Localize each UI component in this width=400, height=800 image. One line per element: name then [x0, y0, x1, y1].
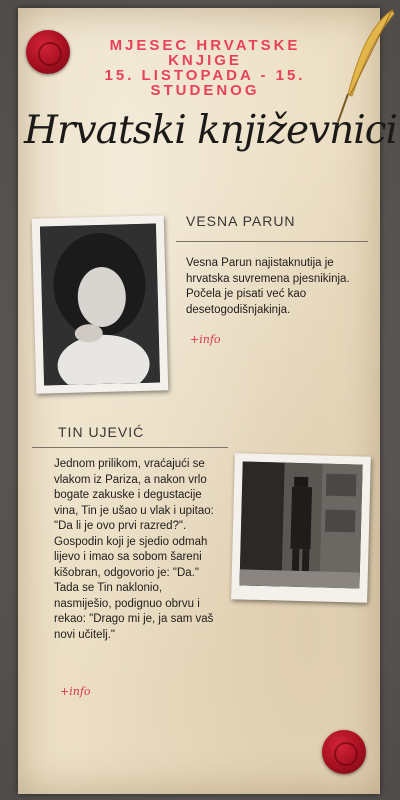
author-text-vesna: Vesna Parun najistaknutija je hrvatska suvremena pjesnikinja. Počela je pisati već kao desetogodišnjakinja.	[186, 257, 350, 316]
photo-image	[239, 461, 362, 588]
heading-line-3: 15. LISTOPADA - 15.	[104, 67, 306, 84]
author-photo-vesna	[32, 215, 169, 393]
event-heading	[70, 38, 340, 98]
wax-seal-icon	[322, 730, 366, 774]
heading-line-2: KNJIGE	[168, 52, 242, 69]
author-text-tin: Jednom prilikom, vraćajući se vlakom iz Pariza, a nakon vrlo bogate zakuske i degustacije vina, Tin je ušao u vlak i upitao: "Da li je ovo prvi razred?". Gospodin koji je sjedio odmah lijevo i imao sa sobom šareni kišobran, odgovorio je: "Da." Tada se Tin naklonio, nasmiješio, podignuo obrvu i rekao: "Drago mi je, ja sam vaš novi učitelj."	[54, 458, 214, 641]
info-link-vesna[interactable]: +info	[190, 333, 221, 346]
divider	[32, 447, 228, 448]
info-link-tin[interactable]: +info	[60, 685, 91, 698]
wax-seal-icon	[26, 30, 70, 74]
heading-line-4: STUDENOG	[150, 82, 260, 99]
author-photo-tin	[231, 453, 371, 603]
author-name-tin: TIN UJEVIĆ	[58, 424, 145, 440]
heading-line-1: MJESEC HRVATSKE	[109, 37, 301, 54]
author-name-vesna: VESNA PARUN	[186, 213, 296, 229]
photo-image	[40, 224, 160, 386]
divider	[176, 241, 368, 242]
page-title: Hrvatski književnici	[24, 108, 398, 153]
